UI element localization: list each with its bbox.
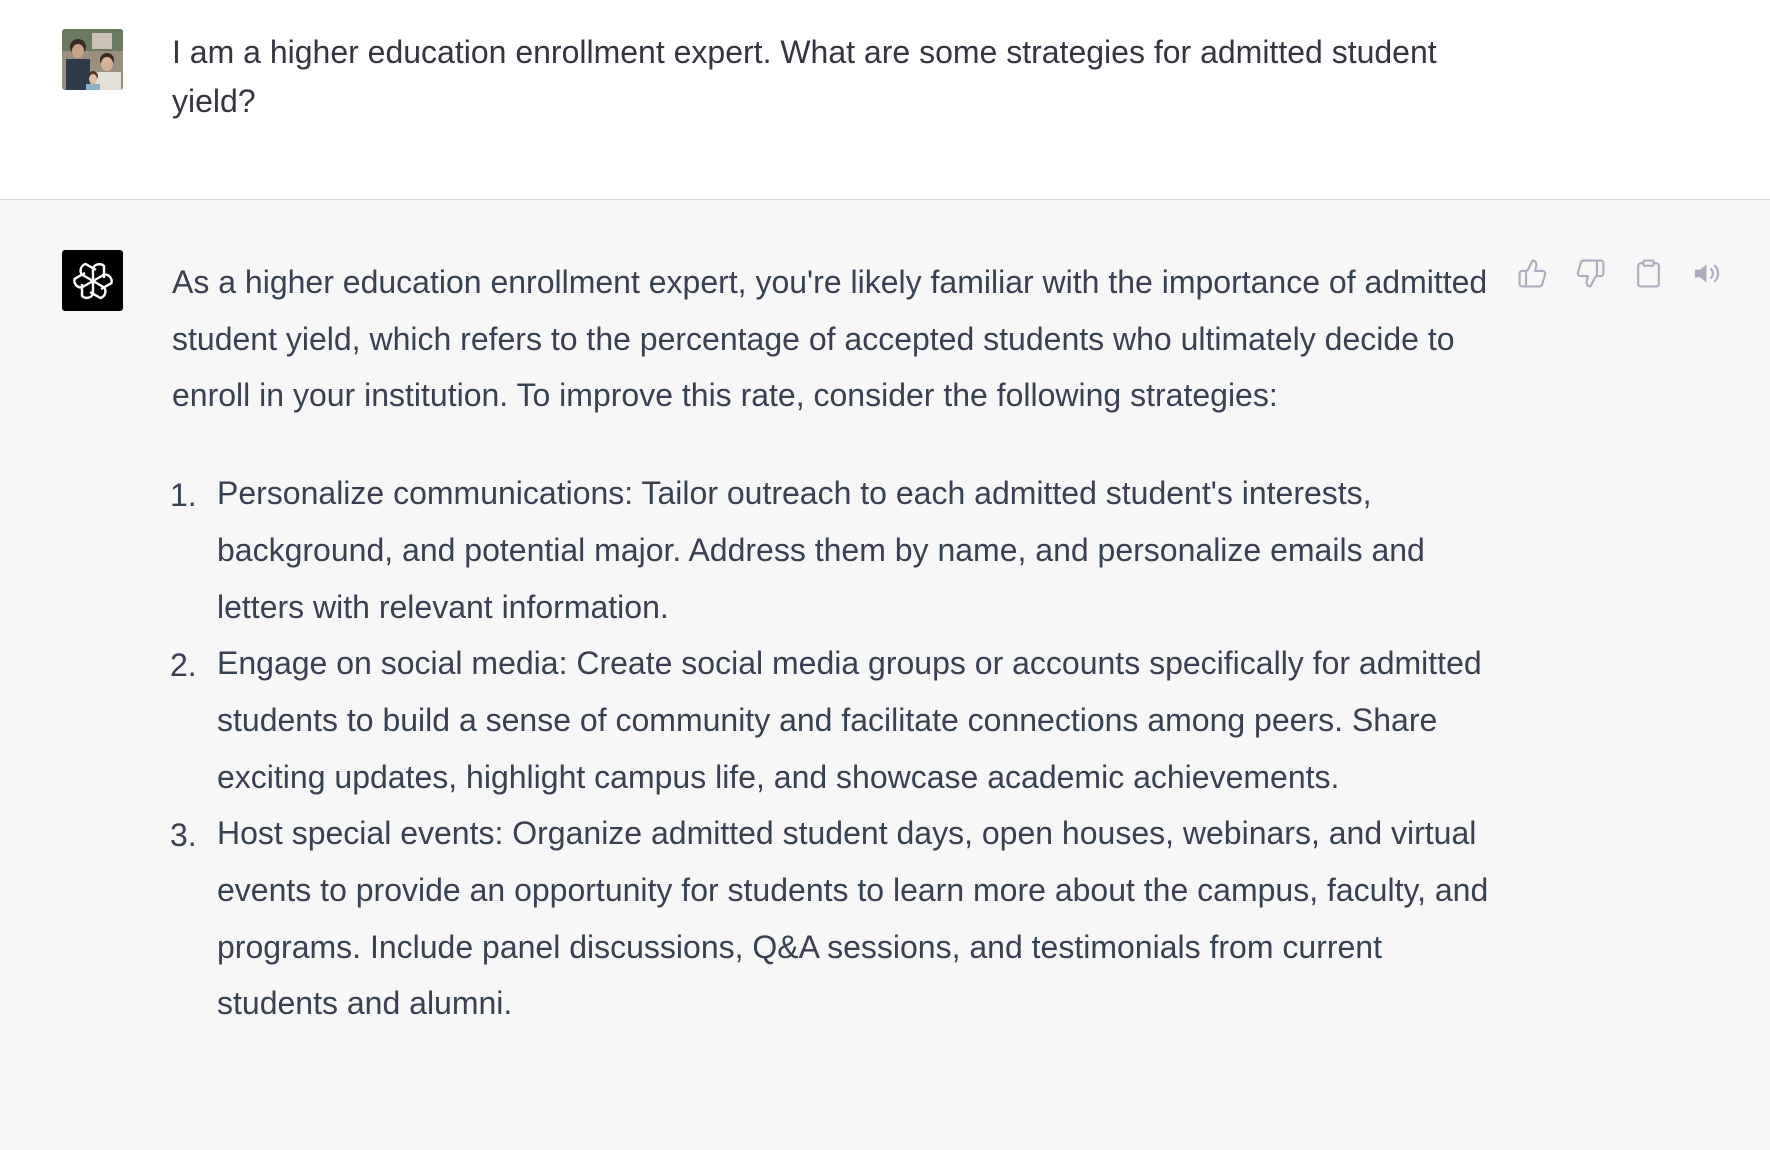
list-item-number: 3.	[170, 817, 197, 854]
list-item-text: Engage on social media: Create social media groups or accounts specifically for admitted students to build a sense of community and facilitate connections among peers. Share exciting updates, highlight campus life, and showcase academic achievements.	[217, 645, 1482, 795]
user-avatar	[62, 29, 123, 90]
read-aloud-button[interactable]	[1690, 256, 1723, 290]
assistant-message	[0, 200, 1770, 1150]
assistant-intro-paragraph: As a higher education enrollment expert, you're likely familiar with the importance of admitted student yield, which refers to the percentage of accepted students who ultimately decide to enroll in your institution. To improve this rate, consider the following strategies:	[172, 264, 1488, 414]
list-item-text: Personalize communications: Tailor outreach to each admitted student's interests, background, and potential major. Address them by name, and personalize emails and letters with relevant information.	[217, 475, 1425, 625]
thumbs-up-button[interactable]	[1516, 256, 1549, 290]
thumbs-down-icon	[1575, 258, 1606, 289]
message-actions	[1516, 256, 1723, 290]
list-item-number: 2.	[170, 647, 197, 684]
copy-button[interactable]	[1632, 256, 1665, 290]
strategy-list	[172, 465, 1502, 1032]
user-photo-avatar	[62, 29, 123, 90]
thumbs-down-button[interactable]	[1574, 256, 1607, 290]
thumbs-up-icon	[1517, 258, 1548, 289]
assistant-avatar	[62, 250, 123, 311]
assistant-message-content	[172, 254, 1502, 1032]
speaker-icon	[1691, 258, 1722, 289]
list-item	[172, 465, 1502, 635]
openai-logo-icon	[72, 260, 114, 302]
list-item-number: 1.	[170, 477, 197, 514]
list-item-text: Host special events: Organize admitted student days, open houses, webinars, and virtual events to provide an opportunity for students to learn more about the campus, faculty, and programs. Include panel discussions, Q&A sessions, and testimonials from current students and alumni.	[217, 815, 1489, 1022]
list-item	[172, 805, 1502, 1032]
user-message-text: I am a higher education enrollment expert. What are some strategies for admitted student yield?	[172, 34, 1437, 119]
clipboard-icon	[1633, 258, 1664, 289]
user-message	[0, 0, 1770, 200]
list-item	[172, 635, 1502, 805]
